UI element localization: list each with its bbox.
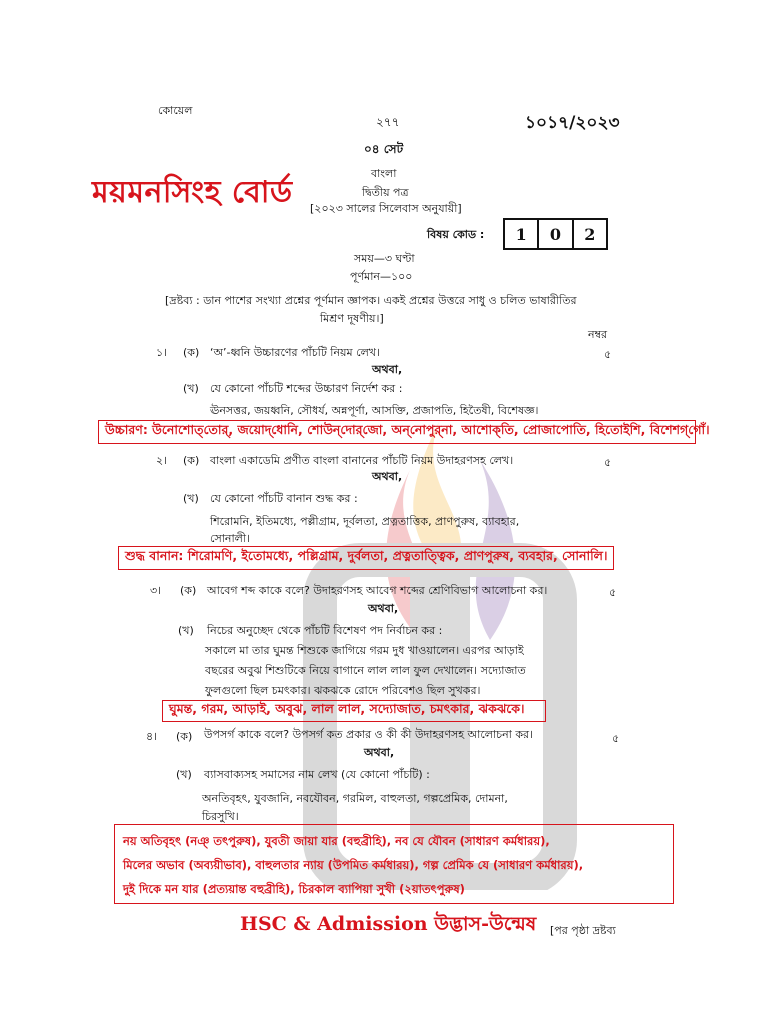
- next-page-note: [পর পৃষ্ঠা দ্রষ্টব্য: [550, 924, 616, 937]
- q1-a-label: (ক): [183, 346, 200, 359]
- q1-a-marks: ৫: [604, 348, 612, 361]
- q2-b-label: (খ): [183, 492, 199, 505]
- q2-a-text: বাংলা একাডেমি প্রণীত বাংলা বানানের পাঁচটি নিয়ম উদাহরণসহ লেখ।: [210, 454, 514, 467]
- board-title: ময়মনসিংহ বোর্ড: [92, 175, 293, 210]
- q2-b-text: যে কোনো পাঁচটি বানান শুদ্ধ কর :: [210, 492, 358, 505]
- q3-paragraph-line-2: বছরের অবুঝ শিশুটিকে নিয়ে বাগানে লাল লাল ফুল দেখালেন। সদ্যোজাত: [205, 664, 526, 677]
- q3-b-label: (খ): [178, 624, 194, 637]
- subject-code-box: [503, 218, 608, 250]
- q4-number: ৪।: [146, 730, 158, 743]
- q2-b-words-line-2: সোনালী।: [210, 532, 250, 545]
- q3-or: অথবা,: [368, 602, 399, 615]
- q2-a-marks: ৫: [604, 456, 612, 469]
- q4-answer-line-3: দুই দিকে মন যার (প্রত্যয়ান্ত বহুব্রীহি), চিরকাল ব্যাপিয়া সুখী (২য়াতৎপুরুষ): [123, 882, 465, 896]
- q2-answer-box: শুদ্ধ বানান: শিরোমণি, ইতোমধ্যে, পল্লিগ্রাম, দুর্বলতা, প্রত্নতাত্ত্বিক, প্রাণপুরুষ, ব্যবহার, সোনালি।: [118, 546, 614, 570]
- q1-a-text: ‘অ’-ধ্বনি উচ্চারণের পাঁচটি নিয়ম লেখ।: [210, 346, 380, 359]
- q3-answer-box: ঘুমন্ত, গরম, আড়াই, অবুঝ, লাল লাল, সদ্যোজাত, চমৎকার, ঝকঝকে।: [162, 700, 546, 722]
- q3-paragraph-line-3: ফুলগুলো ছিল চমৎকার। ঝকঝকে রোদে পরিবেশও ছিল সুখকর।: [205, 684, 481, 697]
- q2-number: ২।: [156, 454, 168, 467]
- q4-b-text: ব্যাসবাক্যসহ সমাসের নাম লেখ (যে কোনো পাঁচটি) :: [204, 768, 430, 781]
- q4-words-line-2: চিরসুখি।: [202, 810, 239, 823]
- q1-answer-box: উচ্চারণ: উনোশোত্‌তোর্, জয়োদ্‌ধোনি, শোউন্‌দোর্‌জো, অন্‌নোপুর্‌না, আশোক্‌তি, প্রোজাপোতি, হিতোইশি, বিশেশগ্‌গোঁ।: [98, 420, 696, 444]
- q4-or: অথবা,: [364, 746, 395, 759]
- subject-name: বাংলা: [371, 167, 397, 180]
- q4-answer-line-1: নয় অতিবৃহৎ (নঞ্ তৎপুরুষ), যুবতী জায়া যার (বহুব্রীহি), নব যে যৌবন (সাধারণ কর্মধারয়),: [123, 834, 550, 848]
- q1-b-words: ঊনসত্তর, জয়ধ্বনি, সৌধর্য, অন্নপূর্ণা, আসক্তি, প্রজাপতি, হিতৈষী, বিশেষজ্ঞ।: [210, 404, 539, 417]
- name-handwritten: কোয়েল: [158, 104, 193, 117]
- q2-a-label: (ক): [183, 454, 200, 467]
- q3-a-text: আবেগ শব্দ কাকে বলে? উদাহরণসহ আবেগ শব্দের শ্রেণিবিভাগ আলোচনা কর।: [207, 584, 548, 597]
- q4-answer-box: [114, 824, 674, 904]
- q1-or: অথবা,: [372, 363, 403, 376]
- exam-time: সময়—৩ ঘণ্টা: [354, 252, 415, 265]
- full-marks: পূর্ণমান—১০০: [350, 270, 413, 283]
- subject-code-label: বিষয় কোড :: [427, 228, 485, 241]
- paper-name: দ্বিতীয় পত্র: [362, 186, 409, 199]
- footer-brand: HSC & Admission উদ্ভাস-উন্মেষ: [240, 913, 537, 935]
- code-digit: 2: [572, 220, 606, 248]
- exam-date: ১০১৭/২০২৩: [525, 113, 620, 133]
- code-digit: 0: [537, 220, 571, 248]
- instruction-line-2: মিশ্রণ দূষণীয়।]: [320, 312, 384, 325]
- q1-b-text: যে কোনো পাঁচটি শব্দের উচ্চারণ নির্দেশ কর :: [210, 382, 403, 395]
- code-digit: 1: [515, 224, 527, 244]
- q3-a-label: (ক): [180, 584, 197, 597]
- q3-b-text: নিচের অনুচ্ছেদ থেকে পাঁচটি বিশেষণ পদ নির্বাচন কর :: [207, 624, 443, 637]
- q3-a-marks: ৫: [609, 586, 617, 599]
- q2-or: অথবা,: [372, 470, 403, 483]
- q3-paragraph-line-1: সকালে মা তার ঘুমন্ত শিশুকে জাগিয়ে গরম দুধ খাওয়ালেন। এরপর আড়াই: [205, 644, 524, 657]
- syllabus-note: [২০২৩ সালের সিলেবাস অনুযায়ী]: [310, 202, 462, 215]
- marks-column-label: নম্বর: [588, 328, 608, 341]
- q4-a-text: উপসর্গ কাকে বলে? উপসর্গ কত প্রকার ও কী কী উদাহরণসহ আলোচনা কর।: [204, 728, 534, 741]
- q4-a-label: (ক): [176, 730, 193, 743]
- q4-b-label: (খ): [176, 768, 192, 781]
- serial-number: ২৭৭: [376, 115, 400, 129]
- q1-b-label: (খ): [183, 382, 199, 395]
- set-label: ০৪ সেট: [364, 142, 404, 156]
- q4-a-marks: ৫: [612, 732, 620, 745]
- q1-number: ১।: [156, 346, 168, 359]
- instruction-line-1: [দ্রষ্টব্য : ডান পাশের সংখ্যা প্রশ্নের পূর্ণমান জ্ঞাপক। একই প্রশ্নের উত্তরে সাধু ও চলিত ভাষারীতির: [165, 294, 577, 307]
- q4-words-line-1: অনতিবৃহৎ, যুবজানি, নবযৌবন, গরমিল, বাহুলতা, গল্পপ্রেমিক, দোমনা,: [202, 792, 508, 805]
- q3-number: ৩।: [150, 584, 162, 597]
- q2-b-words-line-1: শিরোমনি, ইতিমধ্যে, পল্লীগ্রাম, দূর্বলতা, প্রত্নতাত্তিক, প্রাণপুরুষ, ব্যাবহার,: [210, 515, 520, 528]
- q4-answer-line-2: মিলের অভাব (অব্যয়ীভাব), বাহুলতার ন্যায় (উপমিত কর্মধারয়), গল্প প্রেমিক যে (সাধারণ কর্মধারয়),: [123, 858, 584, 872]
